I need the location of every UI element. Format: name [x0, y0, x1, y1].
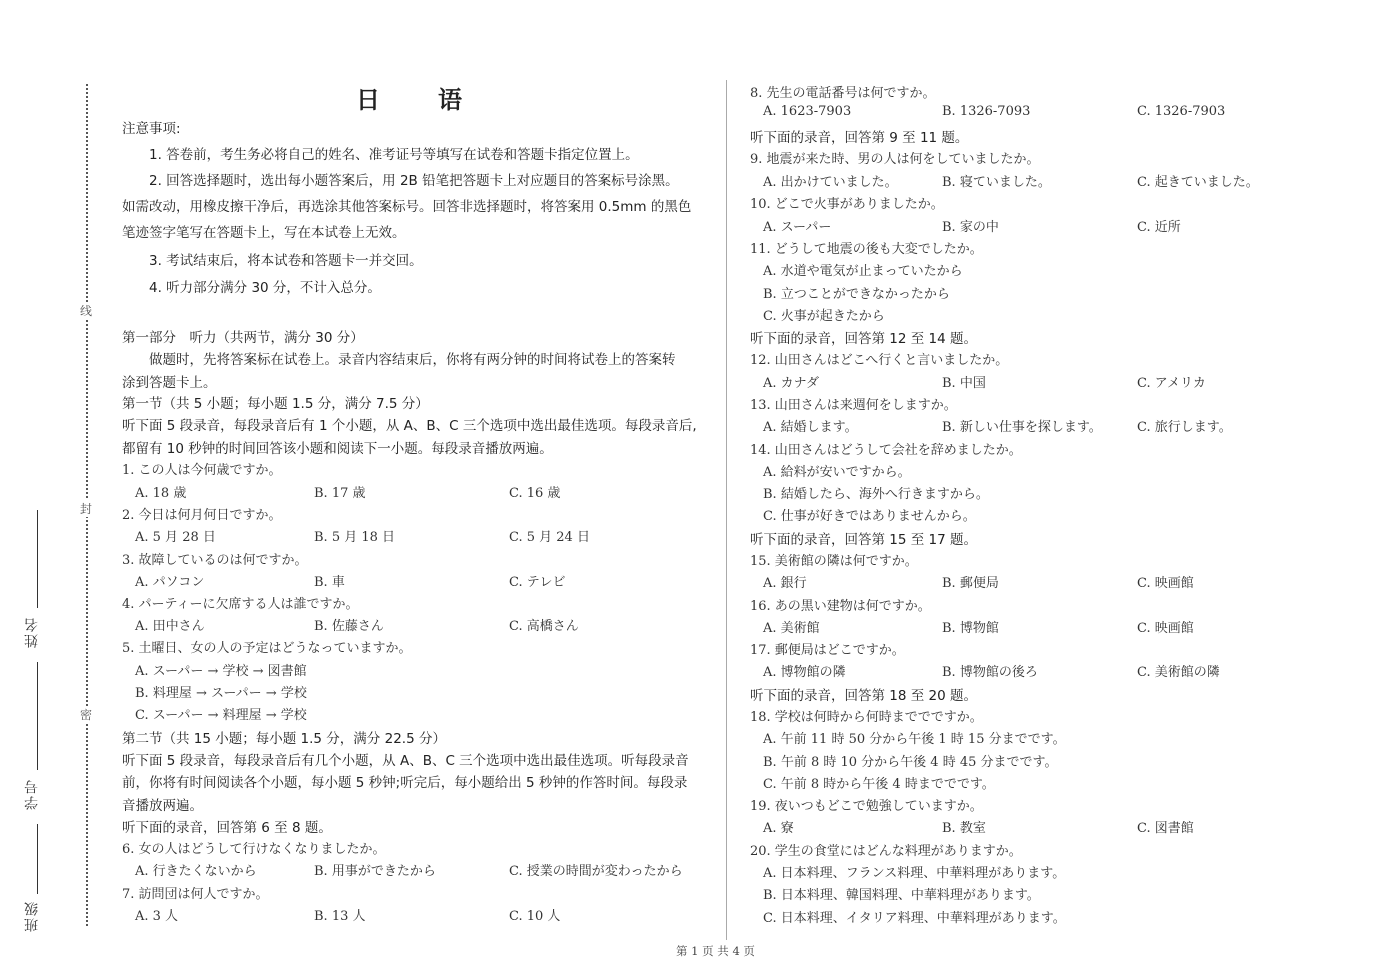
- seal-word-xian: 线: [80, 304, 93, 318]
- q6-option-c: C. 授業の時間が変わったから: [509, 864, 683, 879]
- q5-option-b: B. 料理屋 → スーパー → 学校: [135, 686, 307, 701]
- q9-option-c: C. 起きていました。: [1137, 175, 1259, 190]
- q18-option-a: A. 午前 11 時 50 分から午後 1 時 15 分までです。: [763, 732, 1066, 747]
- section2-heading: 第二节（共 15 小题；每小题 1.5 分，满分 22.5 分）: [122, 731, 446, 747]
- q14-option-a: A. 給料が安いですから。: [763, 465, 911, 480]
- q4-option-a: A. 田中さん: [135, 619, 205, 634]
- q15-option-b: B. 郵便局: [942, 576, 999, 591]
- q16-option-c: C. 映画館: [1137, 621, 1194, 636]
- q14-option-c: C. 仕事が好きではありませんから。: [763, 509, 976, 524]
- section1-heading: 第一节（共 5 小题；每小题 1.5 分，满分 7.5 分）: [122, 396, 429, 412]
- question-3: 3. 故障しているのは何ですか。: [122, 553, 308, 568]
- q10-option-a: A. スーパー: [763, 220, 832, 235]
- notice-item: 如需改动，用橡皮擦干净后，再选涂其他答案标号。回答非选择题时，将答案用 0.5mm 的黑色: [122, 199, 692, 215]
- question-6: 6. 女の人はどうして行けなくなりましたか。: [122, 842, 386, 857]
- student-id-field-line: [37, 662, 38, 770]
- q13-option-b: B. 新しい仕事を探します。: [942, 420, 1102, 435]
- question-10: 10. どこで火事がありましたか。: [750, 197, 944, 212]
- q13-option-c: C. 旅行します。: [1137, 420, 1232, 435]
- q11-option-c: C. 火事が起きたから: [763, 309, 885, 324]
- q2-option-a: A. 5 月 28 日: [135, 530, 216, 545]
- q2-option-c: C. 5 月 24 日: [509, 530, 590, 545]
- q9-option-b: B. 寝ていました。: [942, 175, 1051, 190]
- name-field-label: 姓名: [24, 616, 40, 648]
- q16-option-a: A. 美術館: [763, 621, 820, 636]
- q10-option-c: C. 近所: [1137, 220, 1181, 235]
- seal-word-mi: 密: [80, 708, 93, 722]
- question-9: 9. 地震が来た時、男の人は何をしていましたか。: [750, 152, 1040, 167]
- q18-option-c: C. 午前 8 時から午後 4 時まででです。: [763, 777, 995, 792]
- listen-group-heading: 听下面的录音，回答第 6 至 8 题。: [122, 820, 332, 836]
- q4-option-c: C. 高橋さん: [509, 619, 579, 634]
- q3-option-c: C. テレビ: [509, 575, 566, 590]
- question-12: 12. 山田さんはどこへ行くと言いましたか。: [750, 353, 1009, 368]
- q19-option-c: C. 図書館: [1137, 821, 1194, 836]
- q18-option-b: B. 午前 8 時 10 分から午後 4 時 45 分までです。: [763, 755, 1058, 770]
- part1-intro: 涂到答题卡上。: [122, 375, 217, 391]
- q15-option-a: A. 銀行: [763, 576, 807, 591]
- q11-option-a: A. 水道や電気が止まっていたから: [763, 264, 963, 279]
- q1-option-a: A. 18 歳: [135, 486, 187, 501]
- section2-intro: 音播放两遍。: [122, 798, 203, 814]
- question-5: 5. 土曜日、女の人の予定はどうなっていますか。: [122, 641, 412, 656]
- part1-heading: 第一部分 听力（共两节，满分 30 分）: [122, 330, 364, 346]
- name-field-line: [37, 510, 38, 608]
- question-2: 2. 今日は何月何日ですか。: [122, 508, 282, 523]
- question-8: 8. 先生の電話番号は何ですか。: [750, 86, 936, 101]
- notice-item: 1. 答卷前，考生务必将自己的姓名、准考证号等填写在试卷和答题卡指定位置上。: [149, 147, 639, 163]
- q3-option-a: A. パソコン: [135, 575, 205, 590]
- q8-option-b: B. 1326-7093: [942, 104, 1031, 119]
- q12-option-b: B. 中国: [942, 376, 986, 391]
- q20-option-c: C. 日本料理、イタリア料理、中華料理があります。: [763, 911, 1066, 926]
- notice-item: 3. 考试结束后，将本试卷和答题卡一并交回。: [149, 253, 423, 269]
- section1-intro: 听下面 5 段录音，每段录音后有 1 个小题，从 A、B、C 三个选项中选出最佳选项。每段录音后,: [122, 418, 697, 434]
- q1-option-b: B. 17 歳: [314, 486, 366, 501]
- part1-intro: 做题时，先将答案标在试卷上。录音内容结束后，你将有两分钟的时间将试卷上的答案转: [149, 352, 676, 368]
- seal-word-feng: 封: [80, 502, 93, 516]
- notice-item: 笔迹签字笔写在答题卡上，写在本试卷上无效。: [122, 225, 406, 241]
- question-19: 19. 夜いつもどこで勉強していますか。: [750, 799, 983, 814]
- q17-option-b: B. 博物館の後ろ: [942, 665, 1038, 680]
- q3-option-b: B. 車: [314, 575, 345, 590]
- question-7: 7. 訪問団は何人ですか。: [122, 887, 269, 902]
- q17-option-a: A. 博物館の隣: [763, 665, 846, 680]
- notice-heading: 注意事项:: [122, 121, 181, 137]
- q10-option-b: B. 家の中: [942, 220, 999, 235]
- q19-option-b: B. 教室: [942, 821, 986, 836]
- q8-option-c: C. 1326-7903: [1137, 104, 1226, 119]
- student-id-field-label: 学号: [24, 778, 40, 810]
- q8-option-a: A. 1623-7903: [763, 104, 852, 119]
- q17-option-c: C. 美術館の隣: [1137, 665, 1220, 680]
- question-13: 13. 山田さんは来週何をしますか。: [750, 398, 957, 413]
- q11-option-b: B. 立つことができなかったから: [763, 287, 950, 302]
- q7-option-a: A. 3 人: [135, 909, 179, 924]
- q12-option-c: C. アメリカ: [1137, 376, 1206, 391]
- column-divider: [726, 80, 727, 940]
- q5-option-c: C. スーパー → 料理屋 → 学校: [135, 708, 307, 723]
- listen-group-heading: 听下面的录音，回答第 15 至 17 题。: [750, 532, 978, 548]
- question-4: 4. パーティーに欠席する人は誰ですか。: [122, 597, 359, 612]
- question-14: 14. 山田さんはどうして会社を辞めましたか。: [750, 443, 1022, 458]
- q7-option-c: C. 10 人: [509, 909, 561, 924]
- listen-group-heading: 听下面的录音，回答第 18 至 20 题。: [750, 688, 978, 704]
- class-field-label: 班级: [24, 900, 40, 932]
- q20-option-b: B. 日本料理、韓国料理、中華料理があります。: [763, 888, 1040, 903]
- section2-intro: 前，你将有时间阅读各个小题，每小题 5 秒钟;听完后，每小题给出 5 秒钟的作答时间。每段录: [122, 775, 688, 791]
- page-title: 日语: [356, 86, 520, 114]
- q20-option-a: A. 日本料理、フランス料理、中華料理があります。: [763, 866, 1066, 881]
- q1-option-c: C. 16 歳: [509, 486, 561, 501]
- q14-option-b: B. 結婚したら、海外へ行きますから。: [763, 487, 989, 502]
- q6-option-a: A. 行きたくないから: [135, 864, 257, 879]
- question-17: 17. 郵便局はどこですか。: [750, 643, 905, 658]
- q15-option-c: C. 映画館: [1137, 576, 1194, 591]
- listen-group-heading: 听下面的录音，回答第 12 至 14 题。: [750, 331, 978, 347]
- notice-item: 2. 回答选择题时，选出每小题答案后，用 2B 铅笔把答题卡上对应题目的答案标号涂黑。: [149, 173, 679, 189]
- q12-option-a: A. カナダ: [763, 376, 820, 391]
- question-11: 11. どうして地震の後も大変でしたか。: [750, 242, 983, 257]
- section2-intro: 听下面 5 段录音，每段录音后有几个小题，从 A、B、C 三个选项中选出最佳选项。听每段录音: [122, 753, 689, 769]
- question-1: 1. この人は今何歳ですか。: [122, 463, 282, 478]
- q5-option-a: A. スーパー → 学校 → 図書館: [135, 664, 307, 679]
- question-20: 20. 学生の食堂にはどんな料理がありますか。: [750, 844, 1022, 859]
- section1-intro: 都留有 10 秒钟的时间回答该小题和阅读下一小题。每段录音播放两遍。: [122, 441, 553, 457]
- q7-option-b: B. 13 人: [314, 909, 366, 924]
- q4-option-b: B. 佐藤さん: [314, 619, 384, 634]
- question-15: 15. 美術館の隣は何ですか。: [750, 554, 918, 569]
- class-field-line: [37, 824, 38, 894]
- q13-option-a: A. 結婚します。: [763, 420, 858, 435]
- q9-option-a: A. 出かけていました。: [763, 175, 898, 190]
- page-footer: 第 1 页 共 4 页: [676, 944, 755, 958]
- question-16: 16. あの黒い建物は何ですか。: [750, 599, 931, 614]
- q16-option-b: B. 博物館: [942, 621, 999, 636]
- q6-option-b: B. 用事ができたから: [314, 864, 436, 879]
- q2-option-b: B. 5 月 18 日: [314, 530, 396, 545]
- listen-group-heading: 听下面的录音，回答第 9 至 11 题。: [750, 130, 969, 146]
- q19-option-a: A. 寮: [763, 821, 794, 836]
- notice-item: 4. 听力部分满分 30 分，不计入总分。: [149, 280, 381, 296]
- question-18: 18. 学校は何時から何時まででですか。: [750, 710, 983, 725]
